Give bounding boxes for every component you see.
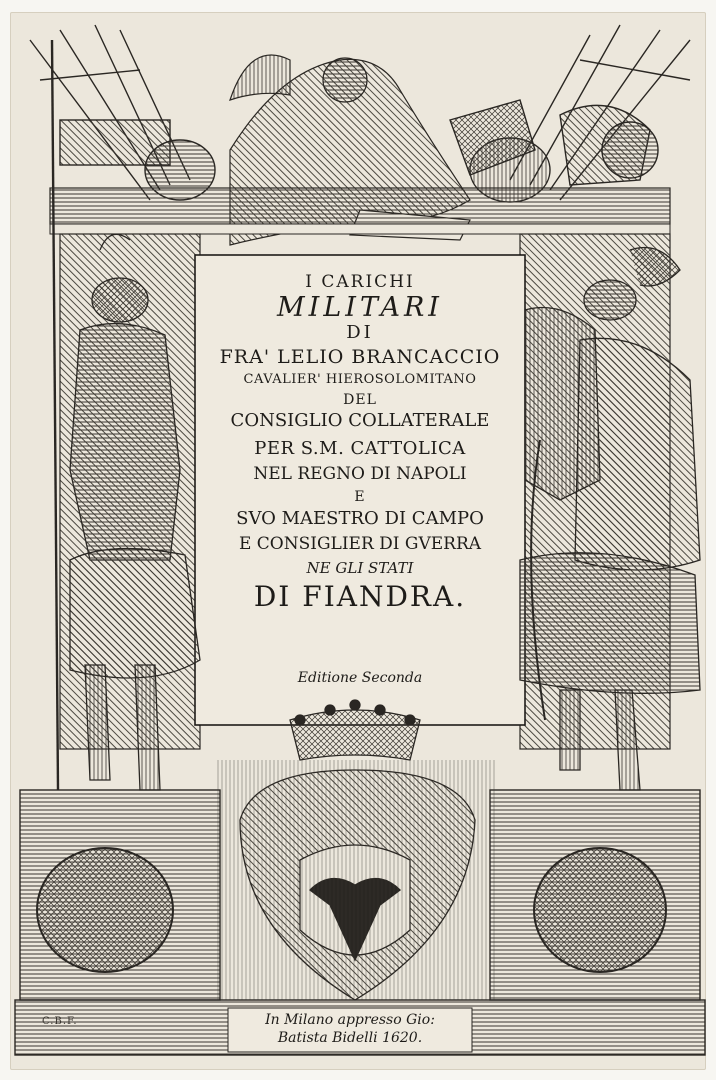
battle-medallion-right (534, 848, 666, 972)
engraver-monogram: C.B.F. (42, 1016, 78, 1027)
imprint-line: In Milano appresso Gio: (265, 1012, 435, 1028)
edition-line: Editione Seconda (297, 670, 423, 686)
imprint (230, 1012, 470, 1052)
title-line: MILITARI (277, 292, 443, 323)
title-line: I CARICHI (305, 272, 415, 292)
title-line: DI (346, 322, 374, 343)
title-line: DI FIANDRA. (253, 580, 467, 613)
author-line: FRA' LELIO BRANCACCIO (219, 346, 501, 368)
battle-medallion-left (37, 848, 173, 972)
title-line: CONSIGLIO COLLATERALE (230, 410, 490, 431)
title-line: DEL (343, 392, 377, 408)
entablature (50, 188, 670, 224)
imprint-line: Batista Bidelli 1620. (277, 1030, 423, 1046)
title-text-block (200, 262, 520, 722)
title-line: E (354, 489, 366, 505)
title-line: SVO MAESTRO DI CAMPO (236, 508, 484, 529)
author-line: CAVALIER' HIEROSOLOMITANO (243, 372, 477, 387)
title-line: E CONSIGLIER DI GVERRA (238, 534, 482, 554)
title-line: NE GLI STATI (306, 559, 414, 577)
title-line: NEL REGNO DI NAPOLI (253, 464, 467, 484)
title-line: PER S.M. CATTOLICA (254, 438, 466, 459)
